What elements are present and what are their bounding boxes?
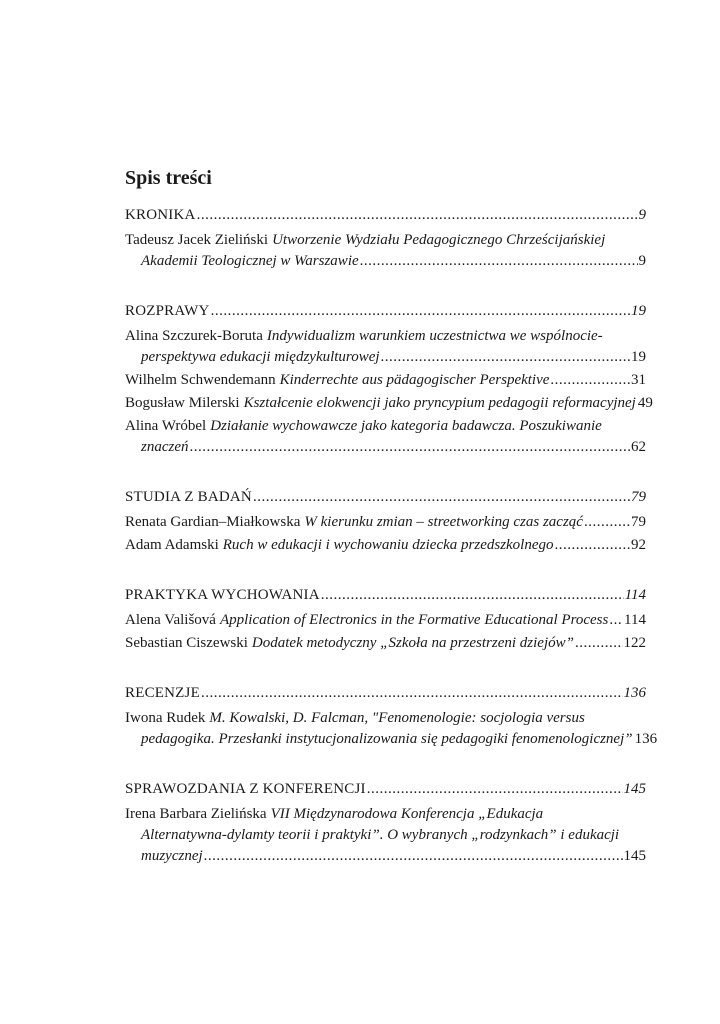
section-heading-line[interactable] [125,205,646,226]
entry-page-number: 31 [631,372,646,388]
entry-text [141,347,380,368]
entry-text [125,416,602,437]
entry-page-number: 79 [631,514,646,530]
entry-page-number: 136 [634,731,658,747]
entry-page-number: 145 [623,848,646,864]
section-heading: PRAKTYKA WYCHOWANIA [125,587,320,603]
entry-line [125,326,646,347]
section-heading: ROZPRAWY [125,303,210,319]
toc-entry[interactable] [125,230,646,272]
section-heading: RECENZJE [125,685,200,701]
entry-line [125,370,646,391]
toc-section [125,779,646,867]
section-heading-line[interactable] [125,487,646,508]
entry-title: znaczeń [141,439,189,455]
section-heading: KRONIKA [125,207,196,223]
entry-page-number: 122 [623,635,646,651]
entry-line [125,535,646,556]
dot-leader [190,437,631,458]
dot-leader [211,301,630,322]
dot-leader [201,683,623,704]
entry-author: Sebastian Ciszewski [125,635,248,651]
entry-text [141,437,189,458]
entry-page-number: 92 [631,537,646,553]
toc-entry[interactable] [125,610,646,631]
entry-line [125,416,646,437]
toc-section [125,205,646,272]
entry-page-number: 114 [624,612,646,628]
toc-entry[interactable] [125,804,646,867]
entry-author: Tadeusz Jacek Zieliński [125,232,269,248]
entry-title: VII Międzynarodowa Konferencja „Edukacja [270,806,544,822]
entry-text [125,535,554,556]
dot-leader [381,347,630,368]
toc-entry[interactable] [125,512,646,533]
entry-text [125,230,605,251]
entry-text [125,512,583,533]
dot-leader [360,251,638,272]
entry-line [125,804,646,825]
entry-title: M. Kowalski, D. Falcman, "Fenomenologie: socjologia versus [209,710,585,726]
entry-author: Alina Wróbel [125,418,207,434]
entry-page-number: 62 [631,439,646,455]
entry-title: Dodatek metodyczny „Szkoła na przestrzeni dziejów” [251,635,574,651]
entry-title: Application of Electronics in the Formative Educational Process [219,612,609,628]
entry-page-number: 9 [638,253,646,269]
section-heading-line[interactable] [125,683,646,704]
entry-title: Alternatywna-dylamty teorii i praktyki”. O wybranych „rodzynkach” i edukacji [141,827,620,843]
section-page-number: 114 [624,587,646,603]
section-heading-line[interactable] [125,301,646,322]
entry-page-number: 19 [631,349,646,365]
toc-entry[interactable] [125,416,646,458]
toc-entry[interactable] [125,535,646,556]
entry-title: muzycznej [141,848,203,864]
toc-entry[interactable] [125,633,646,654]
entry-line [125,393,653,414]
page-title: Spis treści [125,167,212,189]
entry-title: Akademii Teologicznej w Warszawie [141,253,359,269]
toc-entry[interactable] [125,708,658,750]
section-heading-line[interactable] [125,585,646,606]
entry-author: Iwona Rudek [125,710,206,726]
entry-title: Kinderrechte aus pädagogischer Perspektive [279,372,550,388]
section-page-number: 136 [623,685,646,701]
entry-text [141,729,633,750]
entry-text [125,633,574,654]
entry-text [125,610,608,631]
toc-section [125,683,658,750]
entry-title: Działanie wychowawcze jako kategoria badawcza. Poszukiwanie [210,418,602,434]
entry-text [141,825,619,846]
entry-title: Ruch w edukacji i wychowaniu dziecka przedszkolnego [222,537,554,553]
dot-leader [197,205,638,226]
entry-author: Alina Szczurek-Boruta [125,328,263,344]
entry-line [125,633,646,654]
section-page-number: 9 [638,207,646,223]
entry-text [125,804,543,825]
table-of-contents [125,205,658,896]
toc-section [125,487,646,556]
entry-continuation-line [125,729,658,750]
entry-continuation-line [125,825,646,846]
toc-entry[interactable] [125,393,653,414]
dot-leader [584,512,630,533]
toc-entry[interactable] [125,370,646,391]
section-heading: STUDIA Z BADAŃ [125,489,252,505]
entry-text [141,251,359,272]
entry-continuation-line [125,846,646,867]
entry-line [125,512,646,533]
entry-author: Renata Gardian–Miałkowska [125,514,301,530]
entry-title: perspektywa edukacji międzykulturowej [141,349,380,365]
entry-author: Wilhelm Schwendemann [125,372,276,388]
dot-leader [367,779,623,800]
dot-leader [321,585,624,606]
dot-leader [204,846,623,867]
section-heading: SPRAWOZDANIA Z KONFERENCJI [125,781,366,797]
toc-section [125,585,646,654]
entry-title: Kształcenie elokwencji jako pryncypium pedagogii reformacyjnej [243,395,636,411]
dot-leader [555,535,630,556]
entry-continuation-line [125,251,646,272]
entry-title: Indywidualizm warunkiem uczestnictwa we wspólnocie- [266,328,603,344]
entry-text [125,393,636,414]
entry-title: pedagogika. Przesłanki instytucjonalizowania się pedagogiki fenomenologicznej” [141,731,633,747]
toc-section [125,301,653,458]
dot-leader [609,610,623,631]
section-page-number: 19 [631,303,646,319]
entry-title: W kierunku zmian – streetworking czas zacząć [304,514,583,530]
dot-leader [575,633,623,654]
entry-text [125,370,549,391]
section-heading-line[interactable] [125,779,646,800]
toc-entry[interactable] [125,326,646,368]
section-page-number: 79 [631,489,646,505]
entry-continuation-line [125,347,646,368]
entry-line [125,230,646,251]
dot-leader [550,370,630,391]
entry-author: Adam Adamski [125,537,219,553]
entry-line [125,708,646,729]
entry-text [125,326,603,347]
dot-leader [253,487,630,508]
section-page-number: 145 [623,781,646,797]
entry-author: Bogusław Milerski [125,395,240,411]
entry-title: Utworzenie Wydziału Pedagogicznego Chrześcijańskiej [272,232,606,248]
entry-line [125,610,646,631]
entry-text [125,708,585,729]
entry-author: Irena Barbara Zielińska [125,806,267,822]
entry-text [141,846,203,867]
entry-page-number: 49 [637,395,653,411]
entry-author: Alena Vališová [125,612,216,628]
entry-continuation-line [125,437,646,458]
